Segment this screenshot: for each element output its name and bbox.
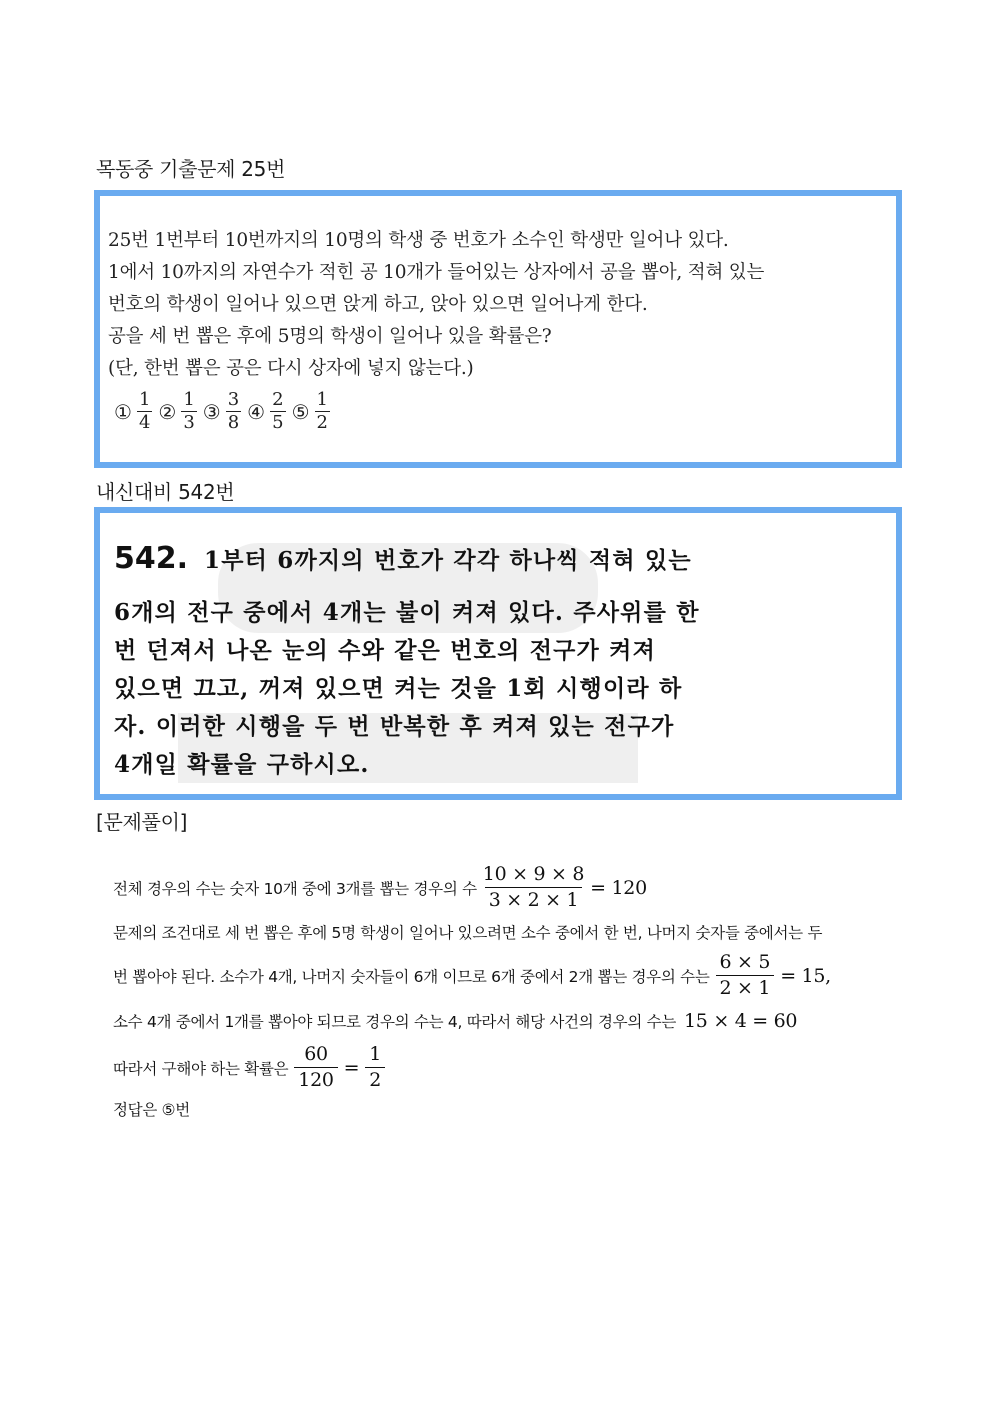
solution-text: 전체 경우의 수는 숫자 10개 중에 3개를 뽑는 경우의 수 bbox=[113, 879, 477, 898]
denominator: 8 bbox=[227, 412, 240, 433]
choice-fraction bbox=[181, 389, 196, 434]
choice-1 bbox=[114, 389, 152, 434]
scan-line-3: 번 던져서 나온 눈의 수와 같은 번호의 전구가 켜져 bbox=[114, 637, 657, 664]
math-result: = 15, bbox=[780, 964, 831, 987]
choice-5 bbox=[292, 389, 330, 434]
scan-line-6: 4개일 확률을 구하시오. bbox=[114, 751, 370, 778]
scan-line-4: 있으면 끄고, 꺼져 있으면 켜는 것을 1회 시행이라 하 bbox=[114, 675, 683, 702]
choice-3 bbox=[203, 389, 241, 434]
choice-mark: ④ bbox=[247, 399, 266, 424]
math-result: = 120 bbox=[590, 876, 647, 899]
section-title-solution: [문제풀이] bbox=[96, 810, 188, 834]
numerator: 1 bbox=[183, 389, 195, 410]
choice-4 bbox=[247, 389, 285, 434]
numerator: 1 bbox=[316, 389, 328, 410]
numerator: 10 × 9 × 8 bbox=[482, 863, 585, 885]
denominator: 2 bbox=[316, 412, 328, 433]
scan-text: 1부터 6까지의 번호가 각각 하나씩 적혀 있는 bbox=[204, 547, 692, 574]
section-title-practice: 내신대비 542번 bbox=[96, 480, 235, 504]
problem-box-past-exam bbox=[94, 190, 902, 468]
scanned-problem-image bbox=[108, 523, 698, 793]
numerator: 2 bbox=[272, 389, 284, 410]
numerator: 1 bbox=[369, 1043, 382, 1065]
answer-choices bbox=[114, 389, 336, 434]
math-fraction bbox=[365, 1042, 385, 1093]
denominator: 2 bbox=[365, 1067, 385, 1093]
solution-text: 소수 4개 중에서 1개를 뽑아야 되므로 경우의 수는 4, 따라서 해당 사건의 경우의 수는 bbox=[113, 1013, 677, 1031]
denominator: 2 × 1 bbox=[716, 975, 775, 1001]
math-fraction bbox=[294, 1042, 337, 1093]
section-title-past-exam: 목동중 기출문제 25번 bbox=[96, 157, 286, 181]
numerator: 1 bbox=[138, 389, 151, 410]
denominator: 3 bbox=[183, 412, 195, 433]
choice-fraction bbox=[315, 389, 330, 434]
solution-text: 번 뽑아야 된다. 소수가 4개, 나머지 숫자들이 6개 이므로 6개 중에서 2개 뽑는 경우의 수는 bbox=[113, 967, 710, 986]
problem-line: 1에서 10까지의 자연수가 적힌 공 10개가 들어있는 상자에서 공을 뽑아, 적혀 있는 bbox=[108, 262, 765, 283]
denominator: 3 × 2 × 1 bbox=[485, 887, 583, 913]
problem-line: (단, 한번 뽑은 공은 다시 상자에 넣지 않는다.) bbox=[108, 358, 474, 379]
scan-line-1 bbox=[114, 541, 692, 576]
scan-line-2: 6개의 전구 중에서 4개는 불이 켜져 있다. 주사위를 한 bbox=[114, 599, 700, 626]
numerator: 3 bbox=[227, 389, 240, 410]
problem-line: 공을 세 번 뽑은 후에 5명의 학생이 일어나 있을 확률은? bbox=[108, 326, 552, 347]
problem-line: 25번 1번부터 10번까지의 10명의 학생 중 번호가 소수인 학생만 일어나 있다. bbox=[108, 230, 729, 251]
choice-fraction bbox=[226, 389, 241, 434]
numerator: 6 × 5 bbox=[719, 951, 771, 973]
choice-mark: ② bbox=[158, 399, 177, 424]
choice-mark: ⑤ bbox=[291, 399, 310, 424]
solution-line-5 bbox=[113, 1042, 391, 1093]
math-equals: = bbox=[343, 1056, 360, 1079]
solution-line-3 bbox=[113, 950, 831, 1001]
math-fraction bbox=[716, 950, 775, 1001]
choice-fraction bbox=[137, 389, 152, 434]
problem-box-practice bbox=[94, 507, 902, 800]
choice-fraction bbox=[270, 389, 285, 434]
denominator: 120 bbox=[294, 1067, 337, 1093]
problem-number: 542. bbox=[114, 541, 189, 576]
choice-mark: ③ bbox=[202, 399, 221, 424]
solution-answer: 정답은 ⑤번 bbox=[113, 1101, 190, 1119]
choice-2 bbox=[158, 389, 196, 434]
solution-line-1 bbox=[113, 862, 647, 913]
problem-text bbox=[108, 225, 764, 385]
denominator: 5 bbox=[272, 412, 284, 433]
scan-line-5: 자. 이러한 시행을 두 번 반복한 후 켜져 있는 전구가 bbox=[114, 713, 675, 740]
solution-line-4 bbox=[113, 1010, 797, 1032]
math-expression: 15 × 4 = 60 bbox=[684, 1010, 798, 1032]
choice-mark: ① bbox=[114, 399, 132, 424]
problem-line: 번호의 학생이 일어나 있으면 앉게 하고, 앉아 있으면 일어나게 한다. bbox=[108, 294, 648, 315]
denominator: 4 bbox=[138, 412, 151, 433]
numerator: 60 bbox=[304, 1043, 328, 1065]
solution-line-2: 문제의 조건대로 세 번 뽑은 후에 5명 학생이 일어나 있으려면 소수 중에서 한 번, 나머지 숫자들 중에서는 두 bbox=[113, 924, 823, 942]
solution-text: 따라서 구해야 하는 확률은 bbox=[113, 1059, 289, 1078]
math-fraction bbox=[483, 862, 584, 913]
